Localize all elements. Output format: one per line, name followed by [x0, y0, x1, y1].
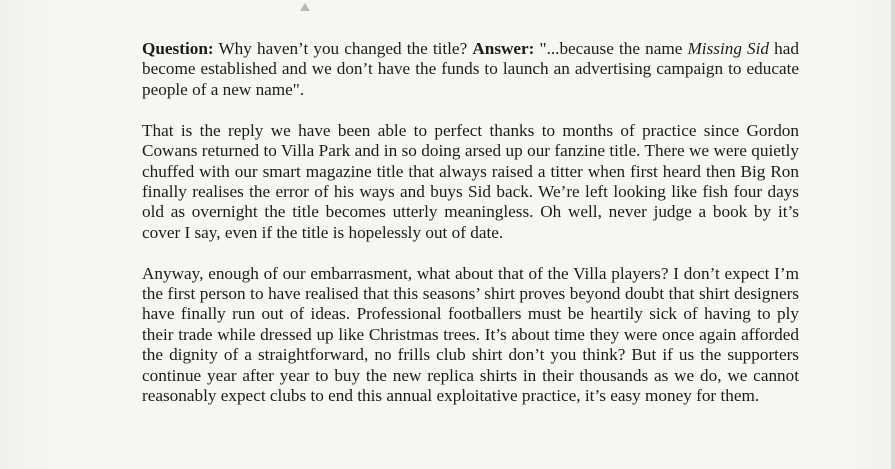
question-text: Why haven’t you changed the title?: [213, 39, 473, 58]
question-label: Question:: [142, 39, 214, 58]
page-edge: [891, 0, 895, 469]
qa-paragraph: [142, 39, 799, 100]
answer-text-end: had become established and we don’t have the funds to launch an advertising campaign to educate people of a new name".: [142, 39, 799, 99]
paragraph-shirts: Anyway, enough of our embarrasment, what about that of the Villa players? I don’t expect I’m the first person to have realised that this seasons’ shirt proves beyond doubt that shirt designers have finally run out of ideas. Professional footballers must be heartily sick of having to ply their trade while dressed up like Christmas trees. It’s about time they were once again afforded the dignity of a straightforward, no frills club shirt don’t you think? But if us the supporters continue year after year to buy the new replica shirts in their thousands as we do, we cannot reasonably expect clubs to end this annual exploitative practice, it’s easy money for them.: [142, 263, 799, 406]
answer-label: Answer:: [472, 39, 535, 58]
fanzine-title: Missing Sid: [687, 39, 770, 58]
answer-text-start: "...because the name: [534, 39, 688, 58]
article-body: [142, 39, 799, 427]
punch-mark-icon: [300, 3, 310, 11]
paragraph-reply: That is the reply we have been able to perfect thanks to months of practice since Gordon Cowans returned to Villa Park and in so doing arsed up our fanzine title. There we were quietly chuffed with our smart magazine title that always raised a titter when first heard then Big Ron finally realises the error of his ways and buys Sid back. We’re left looking like fish four days old as overnight the title becomes utterly meaningless. Oh well, never judge a book by it’s cover I say, even if the title is hopelessly out of date.: [142, 120, 799, 242]
